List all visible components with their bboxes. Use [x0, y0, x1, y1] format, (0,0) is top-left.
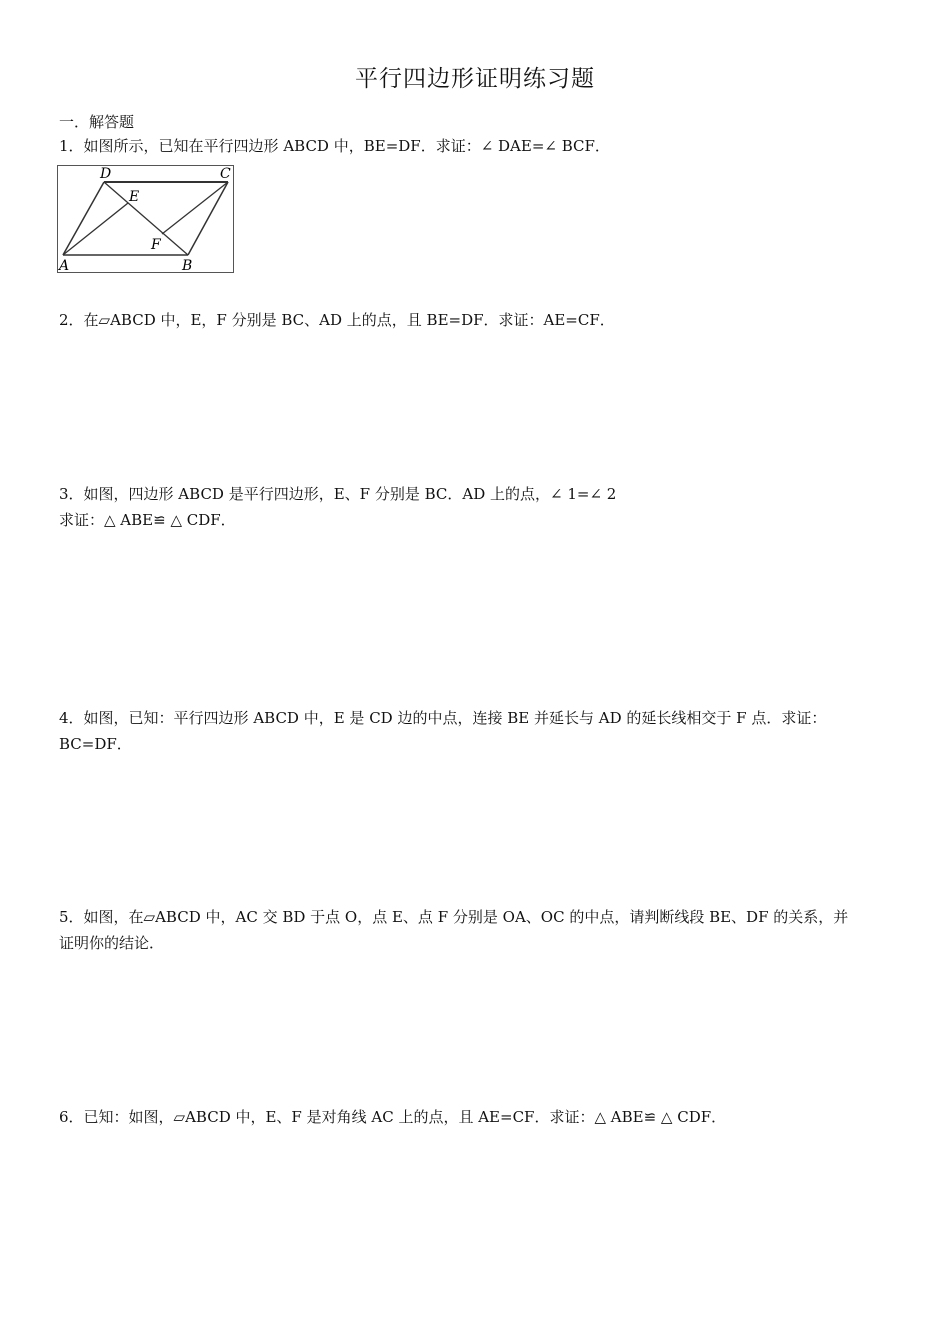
- label-c: C: [220, 166, 231, 182]
- question-2-text: 2．在▱ABCD 中，E，F 分别是 BC、AD 上的点，且 BE=DF．求证：AE=CF．: [59, 311, 615, 329]
- question-3-line-2: 求证：△ ABE≌ △ CDF．: [59, 511, 236, 529]
- question-6-text: 6．已知：如图，▱ABCD 中，E、F 是对角线 AC 上的点，且 AE=CF．求证：△ ABE≌ △ CDF．: [59, 1108, 727, 1126]
- segment-ae: [63, 203, 128, 255]
- question-5-line-2: 证明你的结论．: [59, 934, 165, 952]
- side-ad: [63, 182, 104, 255]
- question-4-line-2: BC=DF．: [59, 735, 132, 753]
- label-f: F: [151, 237, 161, 253]
- question-4-line-1: 4．如图，已知：平行四边形 ABCD 中，E 是 CD 边的中点，连接 BE 并延长与 AD 的延长线相交于 F 点．求证：: [59, 709, 827, 727]
- question-1-text: 1．如图所示，已知在平行四边形 ABCD 中，BE=DF．求证：∠ DAE=∠ BCF．: [59, 137, 610, 155]
- diagonal-bd: [104, 182, 188, 255]
- label-e: E: [129, 189, 140, 205]
- side-bc: [188, 182, 228, 255]
- question-2: [59, 307, 899, 333]
- segment-cf: [162, 182, 228, 234]
- question-6: [59, 1104, 899, 1130]
- figure-svg: [57, 165, 234, 273]
- label-a: A: [59, 258, 70, 273]
- section-heading: 一．解答题: [59, 113, 135, 131]
- question-3: [59, 481, 899, 533]
- question-5-line-1: 5．如图，在▱ABCD 中，AC 交 BD 于点 O，点 E、点 F 分别是 OA、OC 的中点，请判断线段 BE、DF 的关系，并: [59, 908, 849, 926]
- label-d: D: [100, 166, 112, 182]
- question-3-line-1: 3．如图，四边形 ABCD 是平行四边形，E、F 分别是 BC．AD 上的点，∠ 1=∠ 2: [59, 485, 617, 503]
- question-5: [59, 904, 899, 956]
- question-4: [59, 705, 899, 757]
- page-title: 平行四边形证明练习题: [355, 66, 595, 92]
- question-1: [59, 133, 899, 159]
- label-b: B: [182, 258, 193, 273]
- figure-parallelogram: [57, 165, 234, 273]
